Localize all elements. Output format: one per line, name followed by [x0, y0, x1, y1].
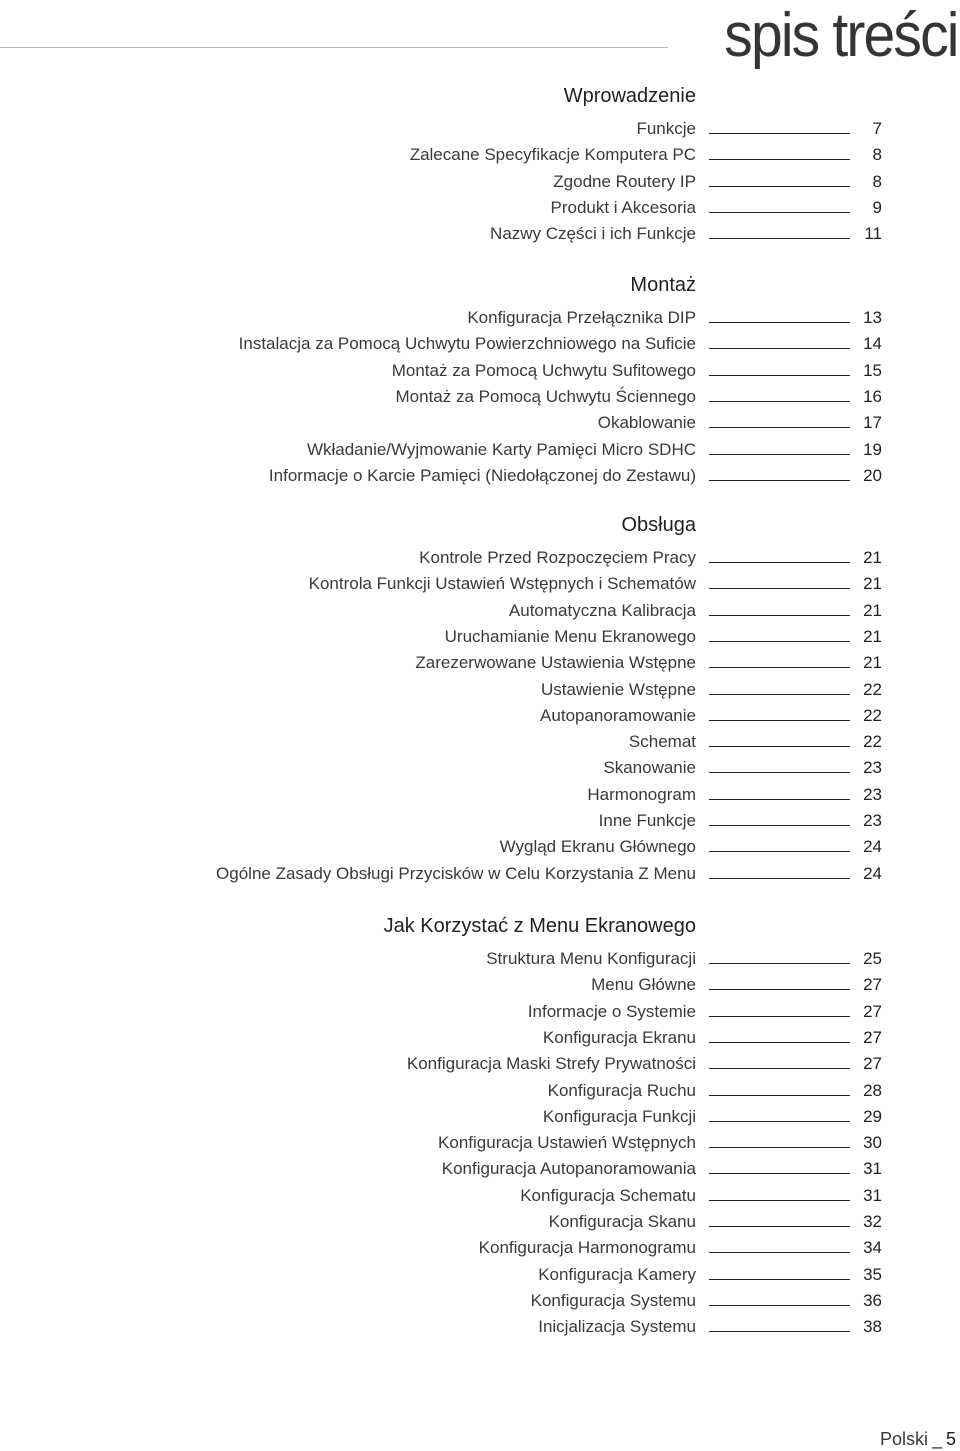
toc-entry[interactable] [0, 360, 960, 386]
toc-entry[interactable] [0, 333, 960, 359]
toc-entry[interactable] [0, 1001, 960, 1027]
toc-entry-label: Harmonogram [587, 784, 696, 804]
toc-entry[interactable] [0, 1290, 960, 1316]
toc-entry[interactable] [0, 1237, 960, 1263]
toc-entry[interactable] [0, 1053, 960, 1079]
toc-entry-leader-line [709, 1147, 850, 1148]
toc-entry[interactable] [0, 600, 960, 626]
toc-entry-leader-line [709, 238, 850, 239]
toc-entry-leader-line [709, 375, 850, 376]
toc-entry-label: Uruchamianie Menu Ekranowego [444, 626, 696, 646]
section-heading: Jak Korzystać z Menu Ekranowego [383, 915, 696, 937]
toc-entry-label: Konfiguracja Autopanoramowania [441, 1159, 696, 1179]
toc-entry-page-number: 23 [863, 784, 882, 804]
toc-entry-leader-line [709, 615, 850, 616]
toc-entry-label: Zalecane Specyfikacje Komputera PC [409, 145, 696, 165]
toc-entry-leader-line [709, 799, 850, 800]
toc-entry-page-number: 23 [863, 811, 882, 830]
toc-entry[interactable] [0, 1264, 960, 1290]
toc-entry-leader-line [709, 588, 850, 589]
toc-entry-page-number: 27 [863, 1054, 882, 1074]
toc-entry-page-number: 28 [863, 1080, 882, 1100]
section-heading: Obsługa [621, 514, 696, 536]
toc-entry-page-number: 8 [872, 145, 882, 165]
toc-entry-leader-line [709, 1279, 850, 1280]
title-rule [0, 47, 668, 48]
toc-entry-label: Ogólne Zasady Obsługi Przycisków w Celu Korzystania Z Menu [216, 863, 696, 883]
toc-entry[interactable] [0, 465, 960, 491]
toc-entry-page-number: 38 [863, 1317, 882, 1337]
toc-entry-leader-line [709, 454, 850, 455]
toc-entry-label: Inne Funkcje [598, 811, 696, 830]
toc-entry[interactable] [0, 1185, 960, 1211]
toc-entry-label: Nazwy Części i ich Funkcje [490, 224, 696, 244]
toc-entry-label: Funkcje [636, 119, 696, 138]
toc-entry[interactable] [0, 547, 960, 573]
toc-entry-label: Automatyczna Kalibracja [508, 600, 696, 620]
toc-entry-page-number: 21 [863, 574, 882, 594]
page-footer [880, 1428, 956, 1450]
toc-entry-leader-line [709, 1016, 850, 1017]
toc-entry-leader-line [709, 427, 850, 428]
toc-entry-page-number: 31 [863, 1185, 882, 1205]
toc-entry-page-number: 14 [863, 334, 882, 354]
toc-entry-label: Ustawienie Wstępne [541, 679, 696, 699]
toc-entry[interactable] [0, 626, 960, 652]
toc-entry-page-number: 32 [863, 1212, 882, 1231]
toc-entry-page-number: 25 [863, 949, 882, 968]
toc-entry-leader-line [709, 720, 850, 721]
toc-entry-leader-line [709, 878, 850, 879]
toc-entry[interactable] [0, 439, 960, 465]
toc-entry[interactable] [0, 1027, 960, 1053]
toc-entry-label: Wkładanie/Wyjmowanie Karty Pamięci Micro SDHC [306, 439, 696, 459]
toc-entry-page-number: 20 [863, 465, 882, 485]
toc-entry-label: Struktura Menu Konfiguracji [486, 949, 696, 968]
toc-entry-label: Konfiguracja Ustawień Wstępnych [438, 1133, 696, 1153]
footer-separator: _ [931, 1429, 942, 1449]
toc-entry-label: Kontrole Przed Rozpoczęciem Pracy [419, 548, 696, 567]
toc-entry-label: Montaż za Pomocą Uchwytu Sufitowego [391, 360, 696, 380]
toc-entry-label: Konfiguracja Schematu [520, 1185, 696, 1205]
toc-entry[interactable] [0, 810, 960, 836]
toc-entry[interactable] [0, 836, 960, 862]
toc-entry-label: Montaż za Pomocą Uchwytu Ściennego [395, 386, 696, 406]
toc-entry-page-number: 7 [872, 119, 882, 138]
toc-entry[interactable] [0, 386, 960, 412]
toc-entry-label: Zarezerwowane Ustawienia Wstępne [415, 653, 696, 673]
toc-entry-label: Konfiguracja Systemu [530, 1290, 696, 1310]
toc-entry-label: Konfiguracja Skanu [548, 1212, 696, 1231]
toc-entry-label: Instalacja za Pomocą Uchwytu Powierzchniowego na Suficie [238, 334, 696, 354]
toc-entry-page-number: 16 [863, 386, 882, 406]
toc-entry[interactable] [0, 948, 960, 974]
toc-entry-leader-line [709, 1095, 850, 1096]
toc-entry-leader-line [709, 825, 850, 826]
toc-entry[interactable] [0, 1316, 960, 1342]
toc-entry-leader-line [709, 1226, 850, 1227]
toc-entry-page-number: 34 [863, 1238, 882, 1258]
toc-entry-label: Inicjalizacja Systemu [538, 1317, 696, 1337]
toc-entry[interactable] [0, 307, 960, 333]
toc-entry-label: Informacje o Systemie [527, 1001, 696, 1021]
toc-entry-leader-line [709, 480, 850, 481]
toc-entry-page-number: 15 [863, 360, 882, 380]
toc-entry[interactable] [0, 1158, 960, 1184]
toc-entry-page-number: 22 [863, 679, 882, 699]
toc-entry-page-number: 24 [863, 837, 882, 857]
toc-entry-leader-line [709, 322, 850, 323]
toc-entry[interactable] [0, 863, 960, 889]
footer-page-number: 5 [945, 1429, 956, 1449]
toc-entry-leader-line [709, 186, 850, 187]
toc-entry-leader-line [709, 989, 850, 990]
toc-entry[interactable] [0, 1080, 960, 1106]
toc-entry-page-number: 21 [863, 626, 882, 646]
toc-entry[interactable] [0, 784, 960, 810]
toc-entry-page-number: 29 [863, 1106, 882, 1126]
toc-entry-page-number: 8 [872, 171, 882, 191]
toc-entry-label: Kontrola Funkcji Ustawień Wstępnych i Schematów [308, 574, 696, 594]
toc-entry-leader-line [709, 1173, 850, 1174]
toc-entry-label: Konfiguracja Harmonogramu [478, 1238, 696, 1258]
toc-entry-label: Konfiguracja Ruchu [547, 1080, 696, 1100]
toc-entry-leader-line [709, 694, 850, 695]
toc-entry[interactable] [0, 144, 960, 170]
toc-entry-leader-line [709, 851, 850, 852]
toc-entry-page-number: 9 [872, 197, 882, 217]
toc-entry-page-number: 27 [863, 1001, 882, 1021]
toc-entry-leader-line [709, 1068, 850, 1069]
toc-entry-page-number: 21 [863, 653, 882, 673]
toc-entry-page-number: 19 [863, 439, 882, 459]
toc-entry-leader-line [709, 1331, 850, 1332]
toc-entry[interactable] [0, 731, 960, 757]
toc-entry-leader-line [709, 641, 850, 642]
toc-entry-page-number: 31 [863, 1159, 882, 1179]
page-title: spis treści [724, 1, 958, 70]
toc-entry[interactable] [0, 171, 960, 197]
toc-entry-page-number: 21 [863, 548, 882, 567]
toc-entry[interactable] [0, 757, 960, 783]
toc-entry-page-number: 17 [863, 413, 882, 433]
toc-entry-label: Konfiguracja Kamery [538, 1264, 696, 1284]
toc-entry-page-number: 27 [863, 1027, 882, 1047]
section-heading: Wprowadzenie [563, 85, 696, 107]
toc-entry-page-number: 13 [863, 308, 882, 327]
toc-entry[interactable] [0, 412, 960, 438]
toc-entry[interactable] [0, 652, 960, 678]
toc-entry[interactable] [0, 573, 960, 599]
toc-entry-page-number: 27 [863, 975, 882, 995]
toc-entry-leader-line [709, 212, 850, 213]
toc-entry-page-number: 23 [863, 758, 882, 778]
toc-entry-label: Menu Główne [591, 975, 696, 995]
footer-language: Polski [879, 1429, 928, 1449]
toc-entry-page-number: 22 [863, 705, 882, 725]
toc-entry-leader-line [709, 963, 850, 964]
toc-entry-label: Wygląd Ekranu Głównego [499, 837, 696, 857]
toc-entry-label: Produkt i Akcesoria [550, 197, 696, 217]
toc-entry-page-number: 22 [863, 732, 882, 752]
toc-entry-leader-line [709, 772, 850, 773]
toc-entry-leader-line [709, 1305, 850, 1306]
toc-entry-leader-line [709, 746, 850, 747]
toc-entry-page-number: 24 [863, 863, 882, 883]
toc-entry-leader-line [709, 1121, 850, 1122]
toc-entry-label: Konfiguracja Ekranu [542, 1027, 696, 1047]
toc-entry-leader-line [709, 348, 850, 349]
toc-entry-label: Skanowanie [603, 758, 696, 778]
toc-entry-page-number: 11 [864, 224, 882, 244]
toc-entry[interactable] [0, 1211, 960, 1237]
toc-entry-label: Autopanoramowanie [540, 705, 696, 725]
toc-entry[interactable] [0, 197, 960, 223]
toc-entry-page-number: 21 [863, 600, 882, 620]
toc-entry[interactable] [0, 974, 960, 1000]
toc-entry-leader-line [709, 401, 850, 402]
toc-entry-label: Konfiguracja Maski Strefy Prywatności [406, 1054, 696, 1074]
toc-entry-label: Zgodne Routery IP [553, 171, 696, 191]
toc-entry-leader-line [709, 562, 850, 563]
toc-entry-page-number: 35 [863, 1264, 882, 1284]
toc-entry-label: Konfiguracja Przełącznika DIP [467, 308, 696, 327]
toc-entry-leader-line [709, 1042, 850, 1043]
toc-entry-page-number: 30 [863, 1133, 882, 1153]
toc-entry-label: Okablowanie [597, 413, 696, 433]
toc-entry-leader-line [709, 667, 850, 668]
toc-entry[interactable] [0, 118, 960, 144]
section-heading: Montaż [630, 274, 696, 296]
toc-entry-label: Konfiguracja Funkcji [542, 1106, 696, 1126]
toc-entry-label: Informacje o Karcie Pamięci (Niedołączonej do Zestawu) [268, 465, 696, 485]
toc-entry-page-number: 36 [863, 1290, 882, 1310]
toc-entry-leader-line [709, 133, 850, 134]
toc-entry[interactable] [0, 1132, 960, 1158]
toc-entry[interactable] [0, 705, 960, 731]
toc-entry[interactable] [0, 679, 960, 705]
toc-entry[interactable] [0, 223, 960, 249]
toc-entry-leader-line [709, 1200, 850, 1201]
toc-entry-label: Schemat [628, 732, 696, 752]
toc-entry[interactable] [0, 1106, 960, 1132]
toc-entry-leader-line [709, 1252, 850, 1253]
toc-entry-leader-line [709, 159, 850, 160]
